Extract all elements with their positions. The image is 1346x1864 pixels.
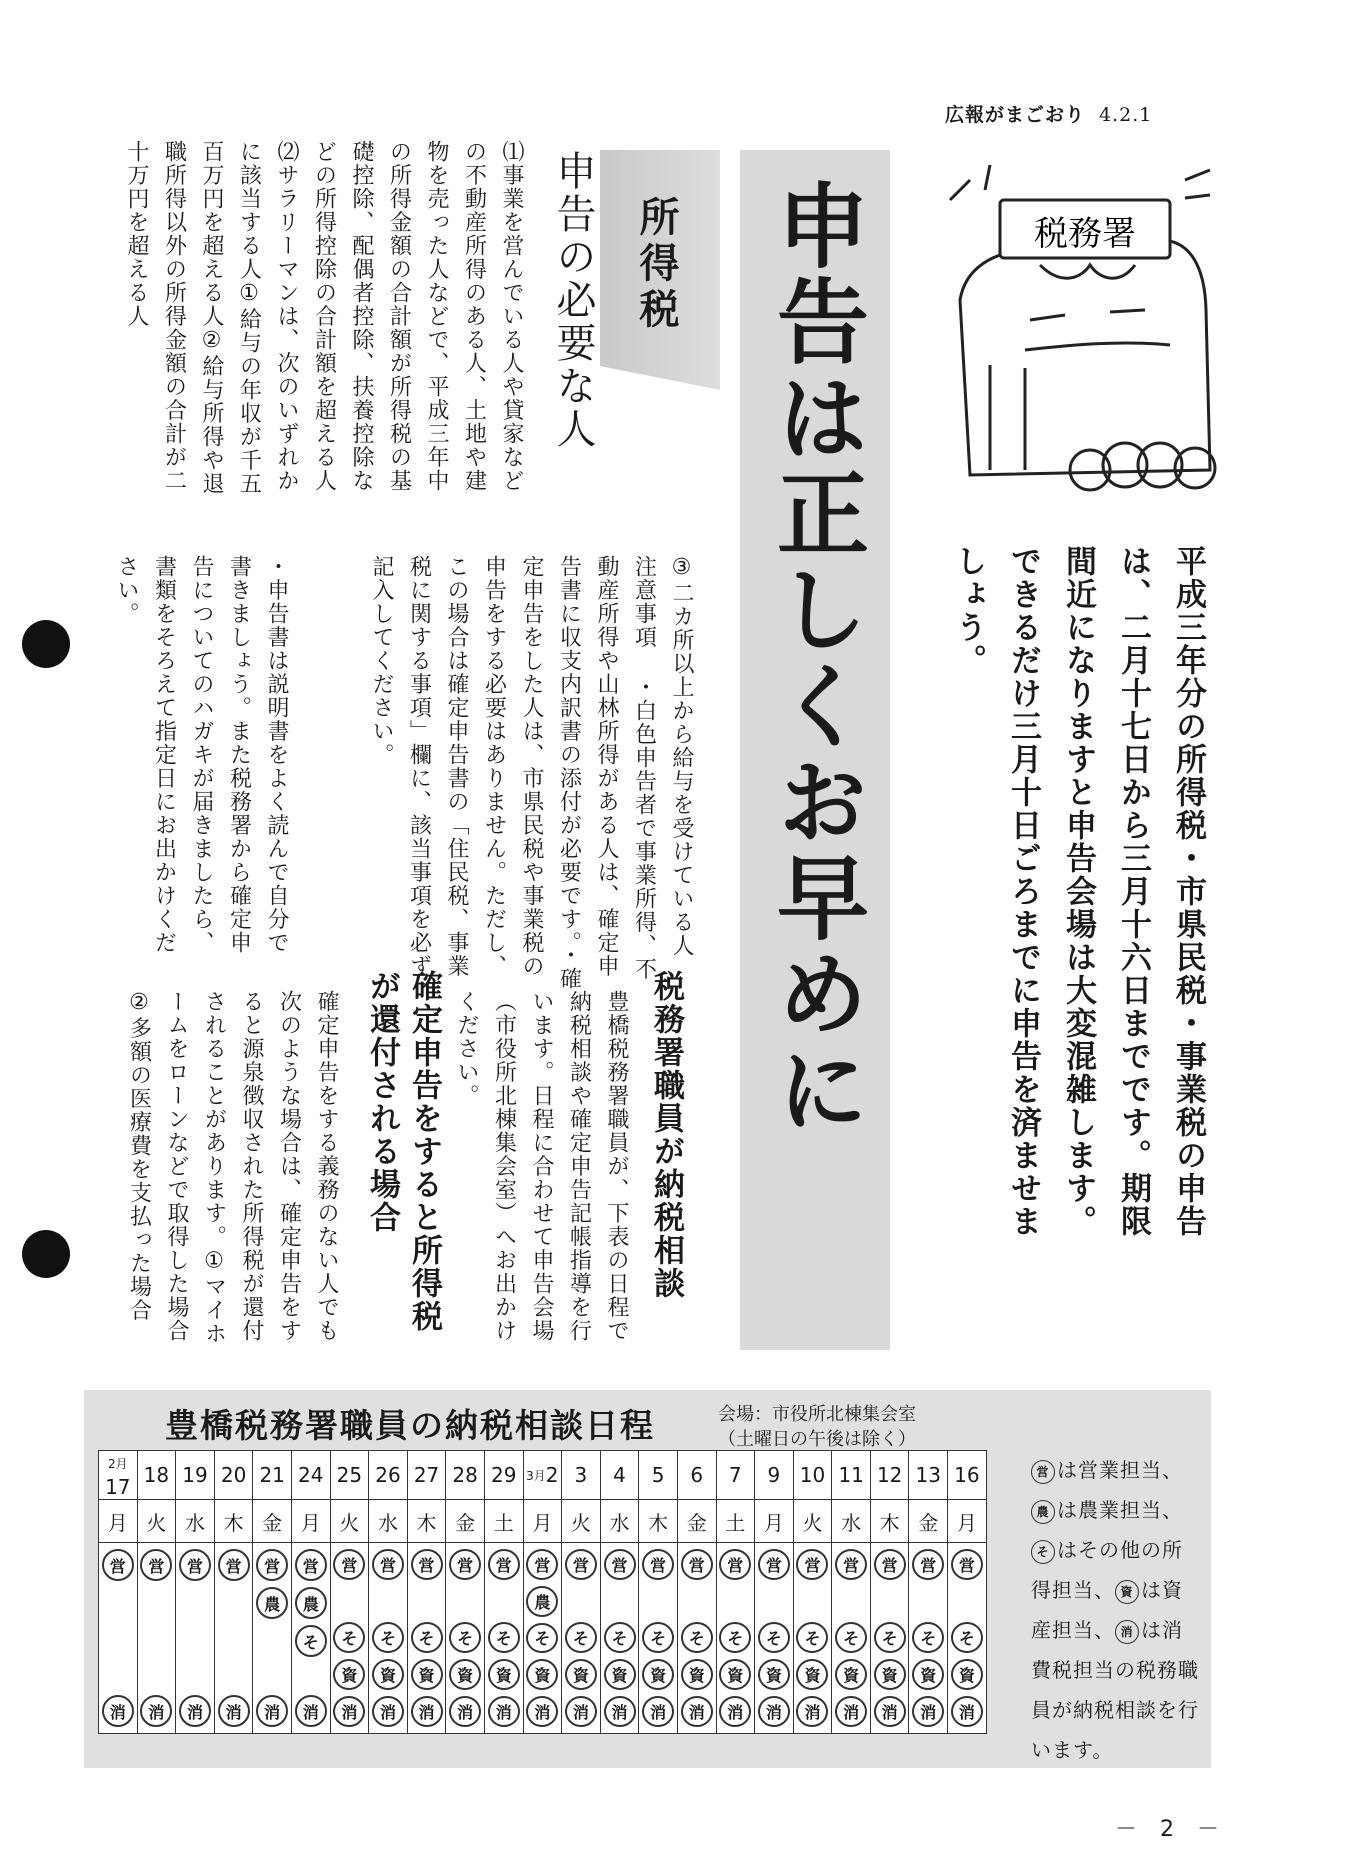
weekday-cell: 月 [99,1500,138,1543]
date-cell [562,1451,601,1500]
legend-text: はその他の所得担当、 [1031,1538,1183,1602]
staff-symbol-icon: 営 [758,1549,790,1580]
staff-stack [99,1543,137,1733]
staff-symbol-icon: 営 [488,1549,520,1580]
legend-text: は資産担当、 [1031,1578,1183,1642]
need-column-1: ⑴事業を営んでいる人や貸家などの不動産所得のある人、土地や建物を売った人などで、平成三年中の所得金額の合計額が所得税の基礎控除、配偶者控除、扶養控除などの所得控除の合計額を超える人⑵サラリーマンは、次のいずれかに該当する人①給与の年収が千五百万円を超える人②給与所得や退職所得以外の所得金額の合計が二十万円を超える人 [124,140,524,496]
staff-cell [291,1543,330,1734]
date-day: 17 [105,1475,131,1499]
staff-symbol-icon: 資 [796,1659,828,1690]
staff-cell [484,1543,523,1734]
weekday-cell: 金 [677,1500,716,1543]
date-cell [793,1451,832,1500]
staff-cell [99,1543,138,1734]
date-day: 3 [574,1463,588,1487]
date-cell [677,1451,716,1500]
staff-stack [832,1543,870,1733]
weekday-cell: 土 [716,1500,755,1543]
staff-cell [176,1543,215,1734]
date-cell [600,1451,639,1500]
legend-text: は農業担当、 [1057,1498,1183,1522]
staff-stack [176,1543,214,1733]
staff-symbol-icon: 営 [526,1549,558,1580]
staff-symbol-icon: 消 [179,1695,211,1727]
date-day: 7 [728,1463,742,1487]
staff-symbol-icon: 資 [642,1659,674,1690]
date-day: 6 [690,1463,704,1487]
staff-stack [215,1543,253,1733]
staff-symbol-icon: 農 [526,1586,558,1617]
date-cell [99,1451,138,1500]
main-title-banner [740,150,890,1350]
staff-symbol-icon: そ [874,1622,906,1653]
page-number: － 2 － [1115,1817,1227,1842]
staff-stack [871,1543,909,1733]
staff-cell [600,1543,639,1734]
staff-cell [948,1543,987,1734]
staff-symbol-icon: 営 [719,1549,751,1580]
staff-stack [446,1543,484,1733]
staff-cell [562,1543,601,1734]
staff-symbol-icon: 営 [179,1549,211,1581]
refund-heading: 確定申告をすると所得税が還付される場合 [364,970,442,1333]
staff-cell [407,1543,446,1734]
staff-symbol-icon: 資 [372,1659,404,1690]
staff-cell [137,1543,176,1734]
staff-cell [369,1543,408,1734]
binder-hole-bottom [22,1230,70,1278]
staff-symbol-icon: 営 [642,1549,674,1580]
weekday-cell: 火 [793,1500,832,1543]
staff-symbol-icon: 消 [488,1696,520,1727]
staff-symbol-icon: 営 [256,1549,288,1581]
date-cell [176,1451,215,1500]
staff-symbol-icon: 消 [295,1695,327,1727]
staff-symbol-icon: 営 [295,1549,327,1581]
staff-symbol-icon: 資 [604,1659,636,1690]
staff-cell [446,1543,485,1734]
date-day: 18 [143,1463,170,1487]
legend-text: は消費税担当の税務職員が納税相談を行います。 [1031,1618,1199,1762]
staff-symbol-icon: 消 [835,1696,867,1727]
staff-symbol-icon: 消 [449,1696,481,1727]
staff-symbol-icon: 営 [218,1549,250,1581]
date-cell [407,1451,446,1500]
staff-symbol-icon: 資 [835,1659,867,1690]
staff-symbol-icon: 資 [488,1659,520,1690]
staff-symbol-icon: 営 [874,1549,906,1580]
consult-text: 豊橋税務署職員が、下表の日程で納税相談や確定申告記帳指導を行います。日程に合わせて申告会場（市役所北棟集会室）へお出かけください。 [454,990,629,1343]
weekday-cell: 水 [832,1500,871,1543]
date-day: 21 [259,1463,285,1487]
staff-symbol-icon: 資 [526,1659,558,1690]
staff-cell [677,1543,716,1734]
staff-stack [794,1543,832,1733]
staff-symbol-icon: そ [295,1625,327,1657]
staff-symbol-icon: 消 [140,1695,172,1727]
staff-symbol-icon: そ [372,1622,404,1653]
staff-symbol-icon: 消 [719,1696,751,1727]
staff-symbol-icon: そ [333,1622,365,1653]
staff-symbol-icon: そ [951,1622,983,1653]
date-day: 11 [838,1463,864,1487]
staff-stack [562,1543,600,1733]
staff-stack [331,1543,369,1733]
date-day: 27 [413,1463,440,1487]
legend-symbol-icon: 資 [1115,1580,1139,1604]
weekday-cell: 火 [330,1500,369,1543]
staff-symbol-icon: 資 [449,1659,481,1690]
weekday-cell: 木 [870,1500,909,1543]
staff-symbol-icon: そ [758,1622,790,1653]
binder-hole-top [22,620,70,668]
date-day: 12 [876,1463,903,1487]
weekday-cell: 金 [909,1500,948,1543]
staff-symbol-icon: 資 [951,1659,983,1690]
staff-symbol-icon: 農 [295,1587,327,1619]
date-day: 24 [298,1463,324,1487]
staff-symbol-icon: 消 [102,1695,134,1727]
legend-symbol-icon: そ [1031,1540,1055,1564]
date-cell [484,1451,523,1500]
staff-symbol-icon: 営 [565,1549,597,1580]
weekday-cell: 月 [291,1500,330,1543]
date-day: 20 [220,1463,247,1487]
staff-cell [793,1543,832,1734]
staff-symbol-icon: 消 [218,1695,250,1727]
date-cell [909,1451,948,1500]
staff-symbol-icon: 消 [333,1696,365,1727]
date-day: 29 [491,1463,517,1487]
staff-symbol-icon: 農 [256,1587,288,1619]
staff-symbol-icon: そ [411,1622,443,1653]
staff-stack [948,1543,986,1733]
staff-symbol-icon: 消 [681,1696,713,1727]
staff-symbol-icon: 消 [604,1696,636,1727]
staff-symbol-icon: 営 [951,1549,983,1580]
staff-cell [832,1543,871,1734]
staff-symbol-icon: 資 [681,1659,713,1690]
staff-symbol-icon: そ [796,1622,828,1653]
staff-symbol-icon: 営 [835,1549,867,1580]
legend-symbol-icon: 営 [1031,1460,1055,1484]
weekday-cell: 金 [446,1500,485,1543]
legend-symbol-icon: 農 [1031,1500,1055,1524]
staff-symbol-icon: 資 [758,1659,790,1690]
staff-symbol-icon: 営 [449,1549,481,1580]
weekday-cell: 金 [253,1500,292,1543]
staff-symbol-icon: 消 [565,1696,597,1727]
date-cell [948,1451,987,1500]
schedule-title: 豊橋税務署職員の納税相談日程 [165,1406,655,1445]
schedule-legend [1031,1450,1201,1770]
date-cell [291,1451,330,1500]
staff-symbol-icon: そ [835,1622,867,1653]
staff-symbol-icon: 消 [526,1696,558,1727]
weekday-cell: 月 [523,1500,562,1543]
weekday-cell: 木 [639,1500,678,1543]
staff-cell [330,1543,369,1734]
date-day: 28 [452,1463,478,1487]
staff-symbol-icon: 営 [333,1549,365,1580]
schedule-venue: 会場：市役所北棟集会室 （土曜日の午後は除く） [718,1404,916,1450]
staff-symbol-icon: そ [488,1622,520,1653]
need-column-2: ・申告書は説明書をよく読んで自分で書きましょう。また税務署から確定申告についてのハガキが届きましたら、書類をそろえて指定日にお出かけください。 [114,555,289,955]
schedule-table [98,1450,987,1734]
staff-stack [485,1543,523,1733]
staff-cell [523,1543,562,1734]
staff-symbol-icon: 資 [874,1659,906,1690]
staff-stack [909,1543,947,1733]
date-cell [369,1451,408,1500]
date-month: 2月 [107,1457,128,1471]
legend-symbol-icon: 消 [1115,1620,1139,1644]
staff-stack [639,1543,677,1733]
date-day: 25 [336,1463,363,1487]
date-day: 9 [767,1463,781,1487]
date-cell [639,1451,678,1500]
staff-symbol-icon: 資 [411,1659,443,1690]
staff-symbol-icon: 資 [912,1659,944,1690]
publication-date: 4.2.1 [1099,104,1153,126]
staff-stack [678,1543,716,1733]
staff-symbol-icon: 消 [256,1695,288,1727]
staff-symbol-icon: そ [719,1622,751,1653]
tax-office-illustration [930,140,1230,530]
staff-symbol-icon: そ [681,1622,713,1653]
date-cell [832,1451,871,1500]
staff-symbol-icon: 消 [796,1696,828,1727]
weekday-cell: 水 [369,1500,408,1543]
date-cell [755,1451,794,1500]
weekday-cell: 木 [214,1500,253,1543]
date-cell [330,1451,369,1500]
staff-symbol-icon: 消 [372,1696,404,1727]
staff-cell [755,1543,794,1734]
publication-header [945,100,1152,127]
staff-symbol-icon: そ [526,1623,558,1654]
date-cell [446,1451,485,1500]
staff-symbol-icon: そ [912,1622,944,1653]
weekday-cell: 水 [600,1500,639,1543]
staff-symbol-icon: そ [642,1622,674,1653]
staff-symbol-icon: 営 [411,1549,443,1580]
staff-symbol-icon: 営 [140,1549,172,1581]
publication-name: 広報がまごおり [945,104,1086,126]
staff-stack [292,1543,330,1733]
date-day: 26 [375,1463,401,1487]
date-day: 4 [613,1463,626,1487]
staff-symbol-icon: そ [449,1622,481,1653]
date-cell [137,1451,176,1500]
need-column-3: ③二カ所以上から給与を受けている人 注意事項 ・白色申告者で事業所得、不動産所得や山林所得がある人は、確定申告書に収支内訳書の添付が必要です。・確定申告をした人は、市県民税や事業税の申告をする必要はありません。ただし、この場合は確定申告書の「住民税、事業税に関する事項」欄に、該当事項を必ず記入してください。 [369,555,694,991]
staff-symbol-icon: そ [565,1622,597,1653]
date-day: 13 [915,1463,941,1487]
staff-stack [717,1543,755,1733]
main-title: 申告は正しくお早めに [762,178,869,1138]
staff-cell [214,1543,253,1734]
date-cell [523,1451,562,1500]
staff-symbol-icon: 営 [102,1549,134,1581]
date-month: 3月 [526,1469,546,1483]
staff-stack [408,1543,446,1733]
date-day: 19 [182,1463,208,1487]
date-cell [870,1451,909,1500]
staff-stack [524,1543,562,1733]
weekday-cell: 月 [755,1500,794,1543]
staff-symbol-icon: 消 [912,1696,944,1727]
weekday-row [99,1500,987,1543]
staff-symbol-icon: 消 [874,1696,906,1727]
staff-cell [253,1543,292,1734]
staff-symbol-icon: 営 [681,1549,713,1580]
staff-cell [909,1543,948,1734]
staff-cell [716,1543,755,1734]
staff-symbol-icon: 消 [411,1696,443,1727]
weekday-cell: 月 [948,1500,987,1543]
weekday-cell: 火 [137,1500,176,1543]
date-cell [214,1451,253,1500]
staff-symbol-icon: 資 [565,1659,597,1690]
staff-symbol-icon: そ [604,1622,636,1653]
sign-text: 税務署 [1034,214,1136,254]
weekday-cell: 木 [407,1500,446,1543]
weekday-cell: 水 [176,1500,215,1543]
date-day: 2 [545,1463,559,1487]
refund-text: 確定申告をする義務のない人でも次のような場合は、確定申告をすると源泉徴収された所得税が還付されることがあります。①マイホームをローンなどで取得した場合②多額の医療費を支払った場合 [126,990,339,1346]
date-day: 16 [954,1463,980,1487]
staff-symbol-icon: 資 [333,1659,365,1690]
staff-cell [639,1543,678,1734]
staff-stack [755,1543,793,1733]
section-tag: 所得税 [633,196,679,334]
staff-stack [138,1543,176,1733]
date-cell [253,1451,292,1500]
staff-symbol-icon: 消 [758,1696,790,1727]
staff-cell [870,1543,909,1734]
weekday-cell: 土 [484,1500,523,1543]
staff-symbol-icon: 営 [912,1549,944,1580]
date-day: 10 [799,1463,826,1487]
staff-stack [601,1543,639,1733]
date-day: 5 [651,1463,665,1487]
lead-paragraph: 平成三年分の所得税・市県民税・事業税の申告は、二月十七日から三月十六日までです。期限間近になりますと申告会場は大変混雑します。できるだけ三月十日ごろまでに申告を済ませましょう。 [950,545,1206,1238]
weekday-cell: 火 [562,1500,601,1543]
staff-stack [369,1543,407,1733]
date-row [99,1451,987,1500]
staff-stack [253,1543,291,1733]
staff-symbol-icon: 営 [372,1549,404,1580]
staff-symbol-icon: 営 [604,1549,636,1580]
staff-symbol-icon: 消 [642,1696,674,1727]
legend-text: は営業担当、 [1057,1458,1183,1482]
date-cell [716,1451,755,1500]
staff-symbol-icon: 消 [951,1696,983,1727]
consult-heading: 税務署職員が納税相談 [648,970,684,1300]
staff-symbol-icon: 営 [796,1549,828,1580]
staff-symbol-icon: 資 [719,1659,751,1690]
staff-row [99,1543,987,1734]
need-heading: 申告の必要な人 [550,150,596,451]
